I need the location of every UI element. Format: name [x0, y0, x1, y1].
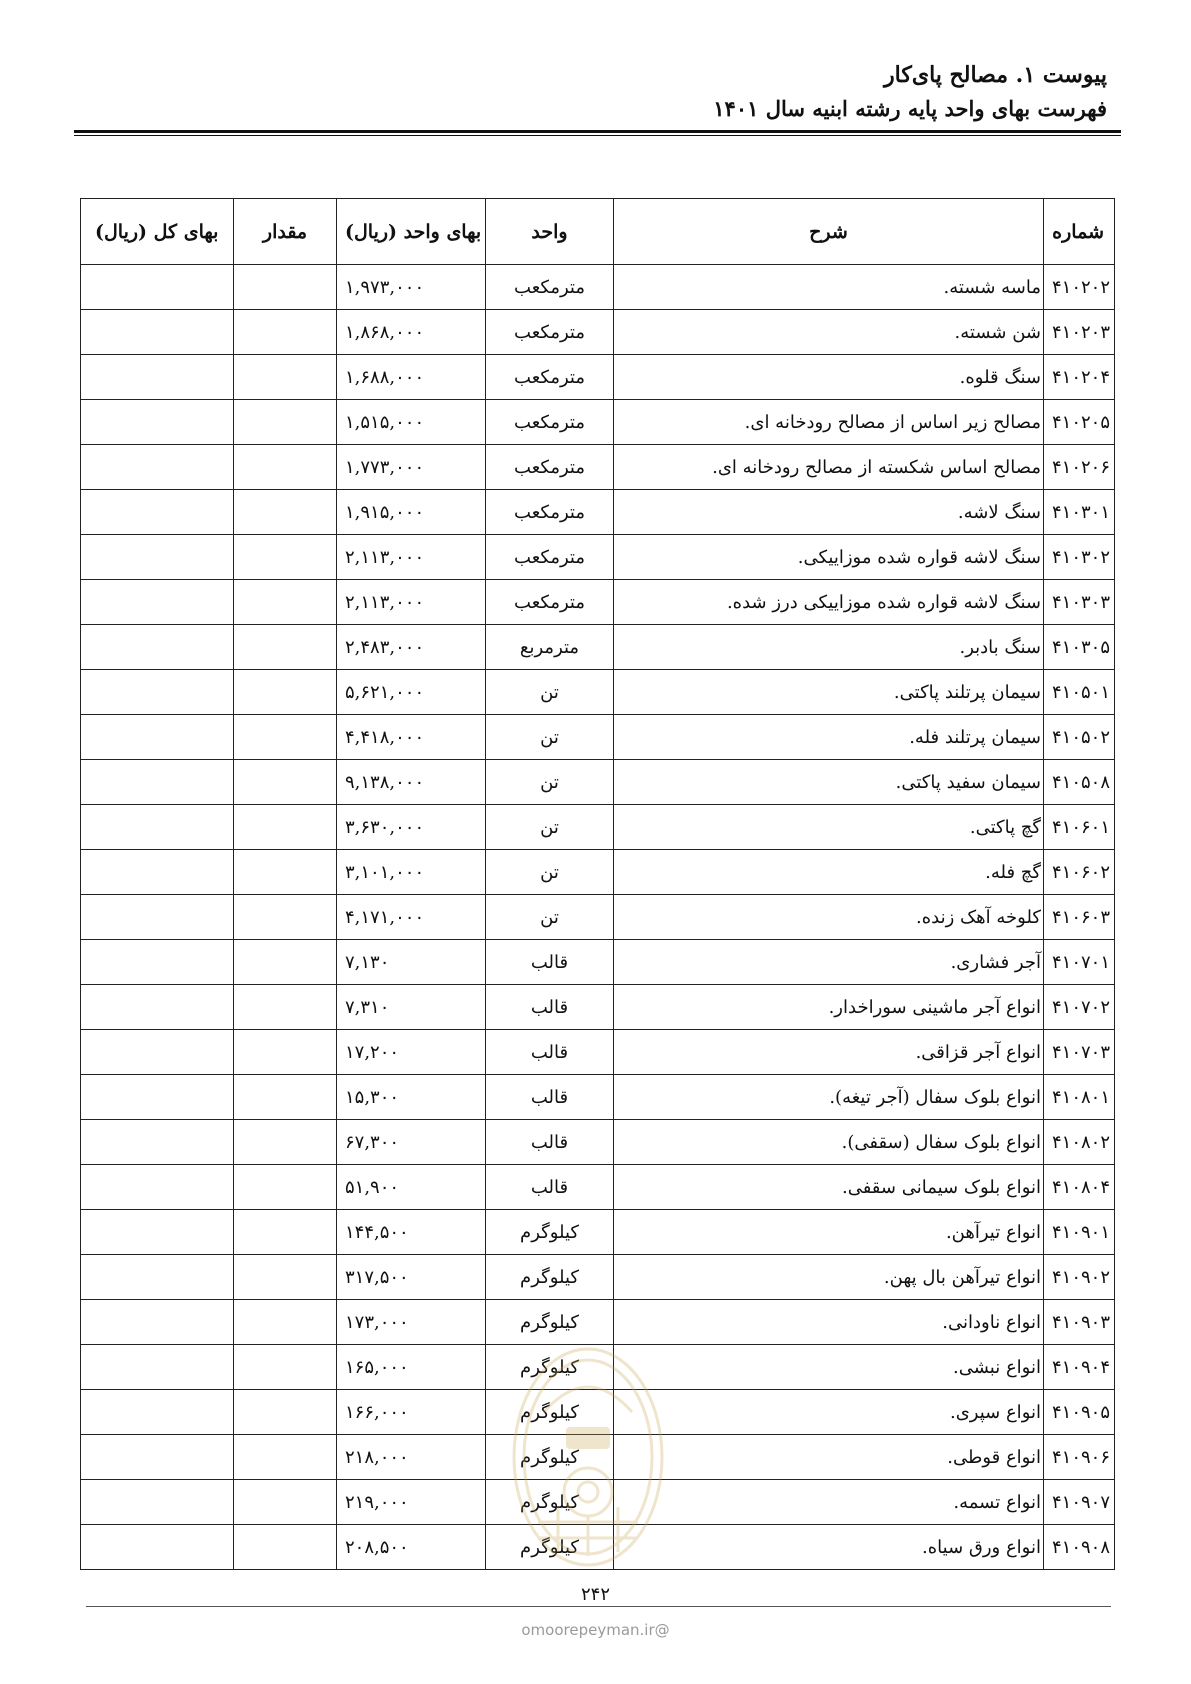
item-quantity [234, 265, 337, 310]
item-unit-price: ۵,۶۲۱,۰۰۰ [337, 670, 486, 715]
item-description: سیمان سفید پاکتی. [614, 760, 1044, 805]
item-code: ۴۱۰۹۰۶ [1044, 1435, 1115, 1480]
table-row [81, 1075, 1115, 1120]
item-total-price [81, 940, 234, 985]
item-code: ۴۱۰۸۰۱ [1044, 1075, 1115, 1120]
item-code: ۴۱۰۹۰۱ [1044, 1210, 1115, 1255]
item-unit-price: ۱۴۴,۵۰۰ [337, 1210, 486, 1255]
column-header-quantity: مقدار [234, 199, 337, 265]
table-row [81, 490, 1115, 535]
item-unit-price: ۳,۱۰۱,۰۰۰ [337, 850, 486, 895]
item-code: ۴۱۰۲۰۴ [1044, 355, 1115, 400]
table-header-row [81, 199, 1115, 265]
table-row [81, 355, 1115, 400]
item-code: ۴۱۰۸۰۴ [1044, 1165, 1115, 1210]
item-code: ۴۱۰۶۰۳ [1044, 895, 1115, 940]
item-quantity [234, 1525, 337, 1570]
item-total-price [81, 445, 234, 490]
item-unit: تن [486, 760, 614, 805]
item-quantity [234, 625, 337, 670]
item-description: انواع قوطی. [614, 1435, 1044, 1480]
item-code: ۴۱۰۲۰۶ [1044, 445, 1115, 490]
item-code: ۴۱۰۲۰۲ [1044, 265, 1115, 310]
item-unit: تن [486, 805, 614, 850]
item-quantity [234, 445, 337, 490]
header-rule-thin [74, 135, 1121, 136]
item-description: انواع ناودانی. [614, 1300, 1044, 1345]
item-quantity [234, 760, 337, 805]
item-unit: تن [486, 895, 614, 940]
item-total-price [81, 355, 234, 400]
item-total-price [81, 760, 234, 805]
item-quantity [234, 940, 337, 985]
item-quantity [234, 490, 337, 535]
item-quantity [234, 1390, 337, 1435]
item-quantity [234, 670, 337, 715]
table-row [81, 625, 1115, 670]
item-code: ۴۱۰۷۰۲ [1044, 985, 1115, 1030]
item-code: ۴۱۰۶۰۱ [1044, 805, 1115, 850]
item-unit-price: ۶۷,۳۰۰ [337, 1120, 486, 1165]
item-unit-price: ۱۷,۲۰۰ [337, 1030, 486, 1075]
item-code: ۴۱۰۷۰۱ [1044, 940, 1115, 985]
item-total-price [81, 1030, 234, 1075]
item-description: سنگ لاشه قواره شده موزاییکی. [614, 535, 1044, 580]
item-quantity [234, 1480, 337, 1525]
column-header-total-price: بهای کل (ریال) [81, 199, 234, 265]
item-total-price [81, 1120, 234, 1165]
item-quantity [234, 895, 337, 940]
item-total-price [81, 1390, 234, 1435]
item-code: ۴۱۰۹۰۸ [1044, 1525, 1115, 1570]
item-unit: قالب [486, 940, 614, 985]
item-unit-price: ۵۱,۹۰۰ [337, 1165, 486, 1210]
item-unit-price: ۷,۳۱۰ [337, 985, 486, 1030]
item-total-price [81, 490, 234, 535]
item-description: انواع تسمه. [614, 1480, 1044, 1525]
item-code: ۴۱۰۲۰۳ [1044, 310, 1115, 355]
item-total-price [81, 1525, 234, 1570]
item-description: انواع آجر قزاقی. [614, 1030, 1044, 1075]
list-title: فهرست بهای واحد پایه رشته ابنیه سال ۱۴۰۱ [713, 96, 1107, 121]
item-description: شن شسته. [614, 310, 1044, 355]
item-unit: کیلوگرم [486, 1480, 614, 1525]
item-unit-price: ۲۰۸,۵۰۰ [337, 1525, 486, 1570]
item-unit-price: ۲۱۸,۰۰۰ [337, 1435, 486, 1480]
item-description: انواع ورق سیاه. [614, 1525, 1044, 1570]
item-description: سنگ بادبر. [614, 625, 1044, 670]
item-unit: کیلوگرم [486, 1435, 614, 1480]
item-unit: مترمکعب [486, 355, 614, 400]
item-unit: مترمکعب [486, 535, 614, 580]
item-unit: مترمکعب [486, 310, 614, 355]
item-unit-price: ۱۶۵,۰۰۰ [337, 1345, 486, 1390]
item-total-price [81, 400, 234, 445]
item-unit-price: ۴,۴۱۸,۰۰۰ [337, 715, 486, 760]
item-description: انواع تیرآهن. [614, 1210, 1044, 1255]
item-code: ۴۱۰۶۰۲ [1044, 850, 1115, 895]
item-description: سنگ لاشه. [614, 490, 1044, 535]
item-total-price [81, 1345, 234, 1390]
item-unit: مترمکعب [486, 400, 614, 445]
footer-rule [86, 1606, 1111, 1607]
item-description: سیمان پرتلند پاکتی. [614, 670, 1044, 715]
item-unit: تن [486, 670, 614, 715]
item-unit: مترمکعب [486, 445, 614, 490]
table-row [81, 940, 1115, 985]
item-quantity [234, 355, 337, 400]
item-description: انواع نبشی. [614, 1345, 1044, 1390]
item-unit-price: ۲,۱۱۳,۰۰۰ [337, 580, 486, 625]
item-description: گچ پاکتی. [614, 805, 1044, 850]
table-row [81, 1300, 1115, 1345]
item-description: گچ فله. [614, 850, 1044, 895]
item-unit-price: ۳۱۷,۵۰۰ [337, 1255, 486, 1300]
item-unit: کیلوگرم [486, 1300, 614, 1345]
item-unit: مترمربع [486, 625, 614, 670]
item-quantity [234, 1435, 337, 1480]
item-quantity [234, 805, 337, 850]
item-total-price [81, 310, 234, 355]
item-unit: مترمکعب [486, 580, 614, 625]
item-total-price [81, 1255, 234, 1300]
item-description: انواع تیرآهن بال پهن. [614, 1255, 1044, 1300]
item-unit: قالب [486, 1075, 614, 1120]
item-code: ۴۱۰۳۰۳ [1044, 580, 1115, 625]
item-description: مصالح اساس شکسته از مصالح رودخانه ای. [614, 445, 1044, 490]
item-quantity [234, 1210, 337, 1255]
item-quantity [234, 715, 337, 760]
item-unit: قالب [486, 985, 614, 1030]
site-watermark-text: @omoorepeyman.ir [521, 1621, 670, 1639]
item-description: سیمان پرتلند فله. [614, 715, 1044, 760]
item-description: انواع سپری. [614, 1390, 1044, 1435]
item-unit: کیلوگرم [486, 1255, 614, 1300]
item-code: ۴۱۰۹۰۷ [1044, 1480, 1115, 1525]
item-unit-price: ۴,۱۷۱,۰۰۰ [337, 895, 486, 940]
item-unit: تن [486, 850, 614, 895]
table-row [81, 715, 1115, 760]
item-total-price [81, 670, 234, 715]
item-code: ۴۱۰۹۰۲ [1044, 1255, 1115, 1300]
item-unit-price: ۱۶۶,۰۰۰ [337, 1390, 486, 1435]
table-row [81, 895, 1115, 940]
item-code: ۴۱۰۵۰۸ [1044, 760, 1115, 805]
item-unit-price: ۲,۱۱۳,۰۰۰ [337, 535, 486, 580]
price-table [80, 198, 1115, 1570]
item-code: ۴۱۰۹۰۵ [1044, 1390, 1115, 1435]
table-row [81, 1480, 1115, 1525]
item-unit: کیلوگرم [486, 1210, 614, 1255]
item-unit-price: ۹,۱۳۸,۰۰۰ [337, 760, 486, 805]
item-code: ۴۱۰۲۰۵ [1044, 400, 1115, 445]
table-row [81, 1255, 1115, 1300]
column-header-unit-price: بهای واحد (ریال) [337, 199, 486, 265]
column-header-description: شرح [614, 199, 1044, 265]
item-total-price [81, 580, 234, 625]
item-quantity [234, 535, 337, 580]
table-body [81, 265, 1115, 1570]
item-description: انواع بلوک سفال (سقفی). [614, 1120, 1044, 1165]
item-quantity [234, 1030, 337, 1075]
item-total-price [81, 265, 234, 310]
table-row [81, 535, 1115, 580]
item-total-price [81, 535, 234, 580]
item-description: سنگ قلوه. [614, 355, 1044, 400]
item-unit-price: ۱,۹۷۳,۰۰۰ [337, 265, 486, 310]
item-code: ۴۱۰۸۰۲ [1044, 1120, 1115, 1165]
item-total-price [81, 1435, 234, 1480]
item-total-price [81, 805, 234, 850]
table-row [81, 265, 1115, 310]
item-unit-price: ۲,۴۸۳,۰۰۰ [337, 625, 486, 670]
item-quantity [234, 985, 337, 1030]
page-header [74, 58, 1117, 126]
item-code: ۴۱۰۳۰۱ [1044, 490, 1115, 535]
table-row [81, 1120, 1115, 1165]
item-total-price [81, 895, 234, 940]
item-total-price [81, 985, 234, 1030]
item-total-price [81, 1165, 234, 1210]
item-unit-price: ۳,۶۳۰,۰۰۰ [337, 805, 486, 850]
item-quantity [234, 1075, 337, 1120]
column-header-code: شماره [1044, 199, 1115, 265]
item-unit: قالب [486, 1165, 614, 1210]
item-total-price [81, 715, 234, 760]
table-row [81, 1390, 1115, 1435]
item-unit-price: ۱,۸۶۸,۰۰۰ [337, 310, 486, 355]
item-description: کلوخه آهک زنده. [614, 895, 1044, 940]
item-code: ۴۱۰۷۰۳ [1044, 1030, 1115, 1075]
item-unit: تن [486, 715, 614, 760]
item-description: انواع بلوک سیمانی سقفی. [614, 1165, 1044, 1210]
table-row [81, 1345, 1115, 1390]
item-unit-price: ۱,۵۱۵,۰۰۰ [337, 400, 486, 445]
item-unit: مترمکعب [486, 490, 614, 535]
item-description: ماسه شسته. [614, 265, 1044, 310]
table-row [81, 580, 1115, 625]
item-unit: کیلوگرم [486, 1390, 614, 1435]
table-row [81, 805, 1115, 850]
column-header-unit: واحد [486, 199, 614, 265]
table-row [81, 1210, 1115, 1255]
table-row [81, 670, 1115, 715]
item-unit: مترمکعب [486, 265, 614, 310]
header-rule-thick [74, 130, 1121, 133]
item-code: ۴۱۰۹۰۳ [1044, 1300, 1115, 1345]
table-row [81, 400, 1115, 445]
item-description: آجر فشاری. [614, 940, 1044, 985]
item-unit-price: ۱,۹۱۵,۰۰۰ [337, 490, 486, 535]
item-description: مصالح زیر اساس از مصالح رودخانه ای. [614, 400, 1044, 445]
item-total-price [81, 1075, 234, 1120]
item-unit-price: ۱۵,۳۰۰ [337, 1075, 486, 1120]
item-code: ۴۱۰۳۰۵ [1044, 625, 1115, 670]
item-code: ۴۱۰۳۰۲ [1044, 535, 1115, 580]
item-unit-price: ۲۱۹,۰۰۰ [337, 1480, 486, 1525]
item-unit-price: ۱,۶۸۸,۰۰۰ [337, 355, 486, 400]
item-unit: کیلوگرم [486, 1345, 614, 1390]
item-quantity [234, 1300, 337, 1345]
item-unit: قالب [486, 1120, 614, 1165]
item-description: انواع آجر ماشینی سوراخدار. [614, 985, 1044, 1030]
item-code: ۴۱۰۹۰۴ [1044, 1345, 1115, 1390]
table-row [81, 1165, 1115, 1210]
table-row [81, 1435, 1115, 1480]
item-description: سنگ لاشه قواره شده موزاییکی درز شده. [614, 580, 1044, 625]
item-total-price [81, 850, 234, 895]
page-number: ۲۴۲ [580, 1584, 610, 1605]
table-row [81, 1030, 1115, 1075]
item-unit-price: ۱۷۳,۰۰۰ [337, 1300, 486, 1345]
item-quantity [234, 1165, 337, 1210]
item-total-price [81, 1300, 234, 1345]
item-quantity [234, 1120, 337, 1165]
item-quantity [234, 850, 337, 895]
item-total-price [81, 1210, 234, 1255]
item-description: انواع بلوک سفال (آجر تیغه). [614, 1075, 1044, 1120]
item-quantity [234, 310, 337, 355]
table-row [81, 310, 1115, 355]
table-row [81, 760, 1115, 805]
item-unit-price: ۱,۷۷۳,۰۰۰ [337, 445, 486, 490]
table-row [81, 985, 1115, 1030]
item-quantity [234, 1255, 337, 1300]
appendix-title: پیوست ۱. مصالح پای‌کار [884, 62, 1107, 88]
item-total-price [81, 1480, 234, 1525]
item-quantity [234, 580, 337, 625]
item-unit-price: ۷,۱۳۰ [337, 940, 486, 985]
table-row [81, 850, 1115, 895]
item-unit: کیلوگرم [486, 1525, 614, 1570]
item-code: ۴۱۰۵۰۲ [1044, 715, 1115, 760]
item-quantity [234, 1345, 337, 1390]
table-row [81, 1525, 1115, 1570]
item-code: ۴۱۰۵۰۱ [1044, 670, 1115, 715]
item-total-price [81, 625, 234, 670]
table-row [81, 445, 1115, 490]
item-quantity [234, 400, 337, 445]
item-unit: قالب [486, 1030, 614, 1075]
